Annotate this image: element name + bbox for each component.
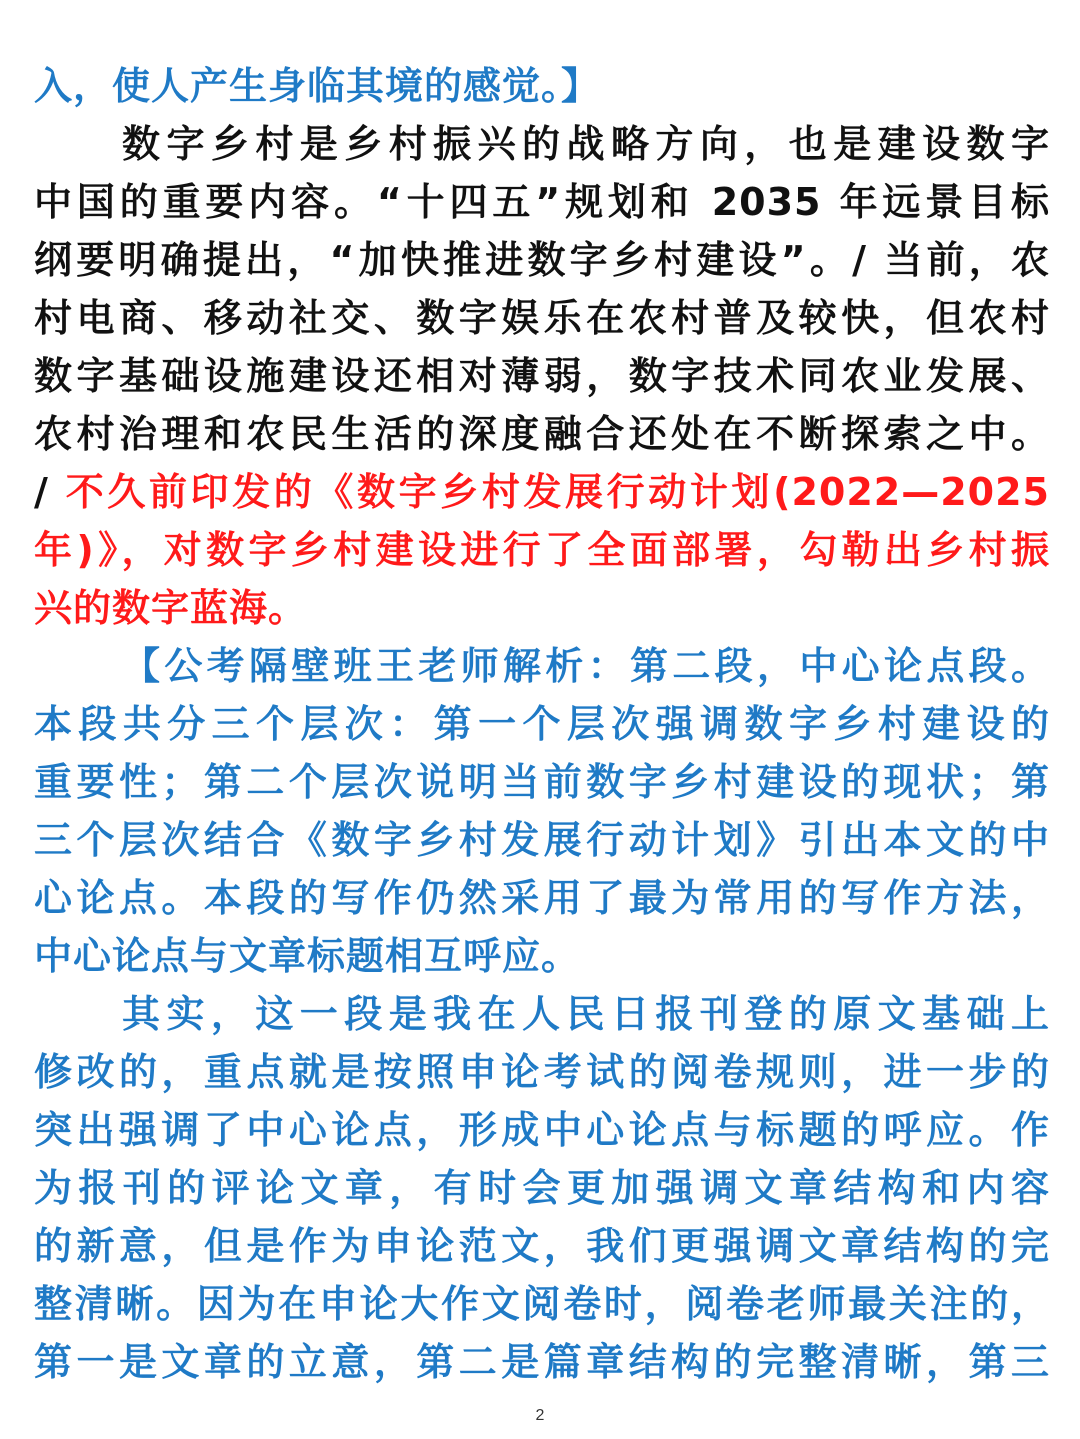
analysis-paragraph-line: 三个层次结合《数字乡村发展行动计划》引出本文的中 bbox=[34, 818, 1050, 862]
analysis-paragraph-line: 重要性；第二个层次说明当前数字乡村建设的现状；第 bbox=[34, 760, 1050, 804]
body-paragraph-line: 村电商、移动社交、数字娱乐在农村普及较快，但农村 bbox=[34, 296, 1050, 340]
body-paragraph-line: 农村治理和农民生活的深度融合还处在不断探索之中。 bbox=[34, 412, 1050, 456]
body-paragraph-line: 纲要明确提出，“加快推进数字乡村建设”。/ 当前，农 bbox=[34, 238, 1050, 282]
body-paragraph-line: 数字基础设施建设还相对薄弱，数字技术同农业发展、 bbox=[34, 354, 1050, 398]
body-paragraph-line-mixed bbox=[34, 463, 1050, 521]
highlighted-text: 不久前印发的《数字乡村发展行动计划(2022—2025 bbox=[65, 470, 1050, 514]
highlighted-paragraph-line: 兴的数字蓝海。 bbox=[34, 586, 308, 630]
highlighted-paragraph-line: 年)》，对数字乡村建设进行了全面部署，勾勒出乡村振 bbox=[34, 528, 1050, 572]
commentary-paragraph-line: 的新意，但是作为申论范文，我们更强调文章结构的完 bbox=[34, 1224, 1050, 1268]
commentary-paragraph-line: 整清晰。因为在申论大作文阅卷时，阅卷老师最关注的， bbox=[34, 1282, 1050, 1326]
analysis-paragraph-line: 中心论点与文章标题相互呼应。 bbox=[34, 934, 581, 978]
continued-analysis-line: 入，使人产生身临其境的感觉。】 bbox=[34, 64, 601, 108]
body-paragraph-line: 中国的重要内容。“十四五”规划和 2035 年远景目标 bbox=[34, 180, 1050, 224]
commentary-paragraph-line: 其实，这一段是我在人民日报刊登的原文基础上 bbox=[122, 992, 1050, 1036]
analysis-paragraph-line: 【公考隔壁班王老师解析：第二段，中心论点段。 bbox=[122, 644, 1050, 688]
commentary-paragraph-line: 突出强调了中心论点，形成中心论点与标题的呼应。作 bbox=[34, 1108, 1050, 1152]
analysis-paragraph-line: 心论点。本段的写作仍然采用了最为常用的写作方法， bbox=[34, 876, 1050, 920]
slash-separator: / bbox=[34, 470, 66, 514]
page-number: 2 bbox=[535, 1407, 545, 1424]
body-paragraph-line: 数字乡村是乡村振兴的战略方向，也是建设数字 bbox=[122, 122, 1050, 166]
analysis-paragraph-line: 本段共分三个层次：第一个层次强调数字乡村建设的 bbox=[34, 702, 1050, 746]
commentary-paragraph-line: 第一是文章的立意，第二是篇章结构的完整清晰，第三 bbox=[34, 1340, 1050, 1384]
commentary-paragraph-line: 为报刊的评论文章，有时会更加强调文章结构和内容 bbox=[34, 1166, 1050, 1210]
commentary-paragraph-line: 修改的，重点就是按照申论考试的阅卷规则，进一步的 bbox=[34, 1050, 1050, 1094]
